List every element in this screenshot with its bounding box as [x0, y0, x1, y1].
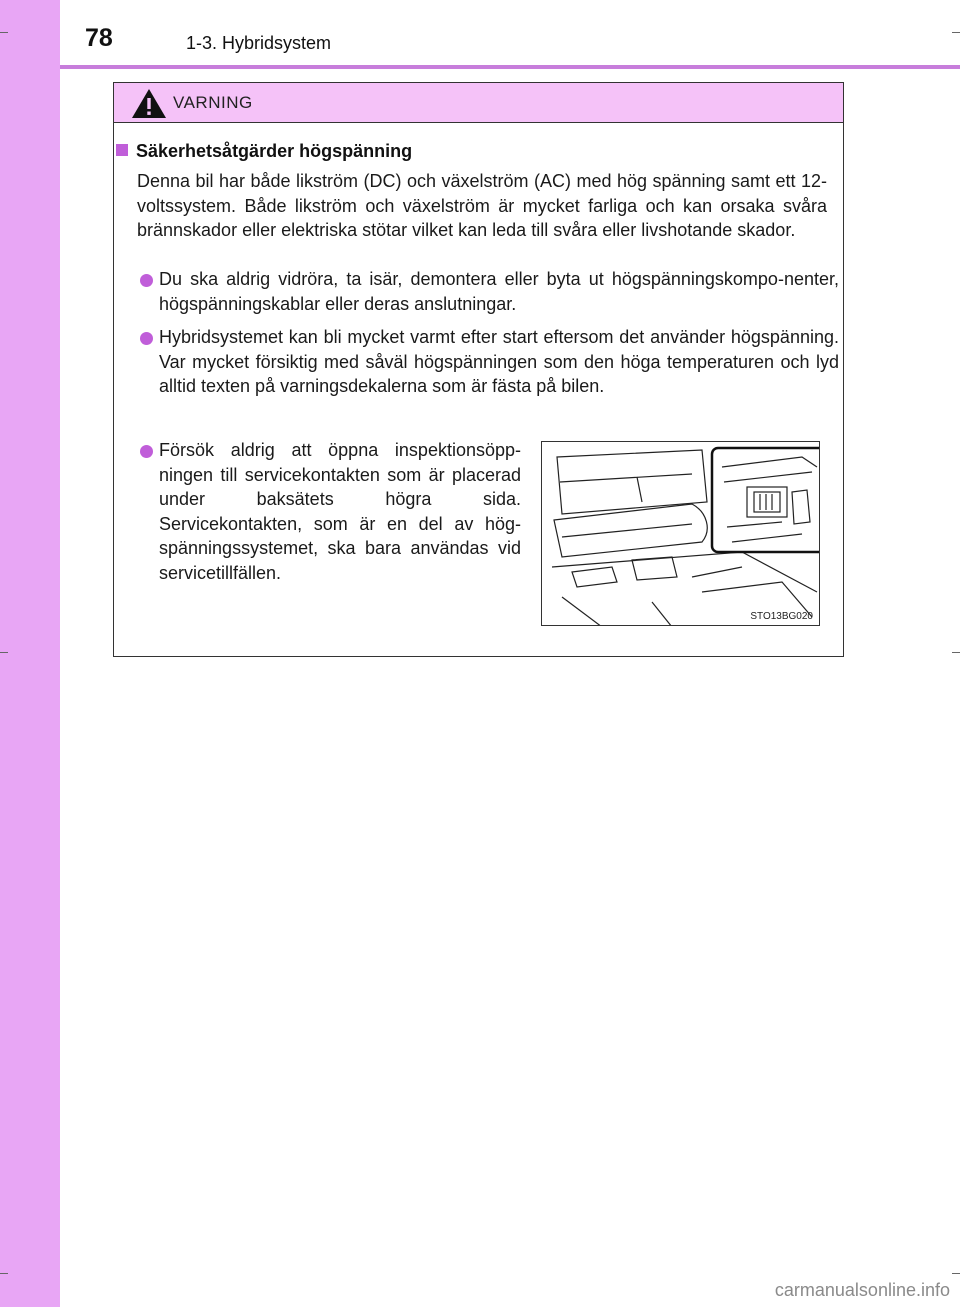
section-square-icon	[116, 144, 128, 156]
warning-heading	[116, 141, 412, 162]
watermark: carmanualsonline.info	[774, 1280, 950, 1300]
warning-triangle-icon	[131, 88, 167, 119]
warning-heading-text: Säkerhetsåtgärder högspänning	[136, 141, 413, 161]
bullet-dot-icon	[140, 332, 153, 345]
crop-mark	[952, 32, 960, 33]
crop-mark	[0, 32, 8, 33]
crop-mark	[952, 652, 960, 653]
bullet-text: Hybridsystemet kan bli mycket varmt efter start eftersom det använder högspänning. Var mycket försiktig med såväl högspänningen som den höga temperaturen och lyd alltid texten på varningsdekalerna som är fästa på bilen.	[159, 327, 839, 396]
bullet-text: Du ska aldrig vidröra, ta isär, demontera eller byta ut högspänningskompo-nenter, högspänningskablar eller deras anslutningar.	[159, 269, 839, 314]
chapter-side-band	[0, 0, 60, 1307]
section-title: 1-3. Hybridsystem	[186, 33, 332, 53]
bullet-text: Försök aldrig att öppna inspektionsöpp-ningen till servicekontakten som är placerad under baksätets högra sida. Servicekontakten, som är en del av hög-spänningssystemet, ska bara användas vid servicetillfällen.	[159, 440, 521, 583]
crop-mark	[0, 652, 8, 653]
crop-mark	[952, 1273, 960, 1274]
illustration-code: STO13BG020	[750, 611, 813, 622]
warning-header	[114, 83, 843, 123]
warning-box	[113, 82, 844, 657]
service-plug-illustration	[541, 441, 820, 626]
page-number: 78	[85, 24, 113, 52]
bullet-dot-icon	[140, 445, 153, 458]
warning-label: VARNING	[173, 93, 253, 112]
header-rule	[60, 65, 960, 69]
rear-seat-drawing	[542, 442, 820, 626]
crop-mark	[0, 1273, 8, 1274]
intro-paragraph: Denna bil har både likström (DC) och växelström (AC) med hög spänning samt ett 12-voltssystem. Både likström och växelström är mycket farliga och kan orsaka svåra brännskador eller elektriska stötar vilket kan leda till svåra eller livshotande skador.	[137, 171, 827, 240]
bullet-dot-icon	[140, 274, 153, 287]
